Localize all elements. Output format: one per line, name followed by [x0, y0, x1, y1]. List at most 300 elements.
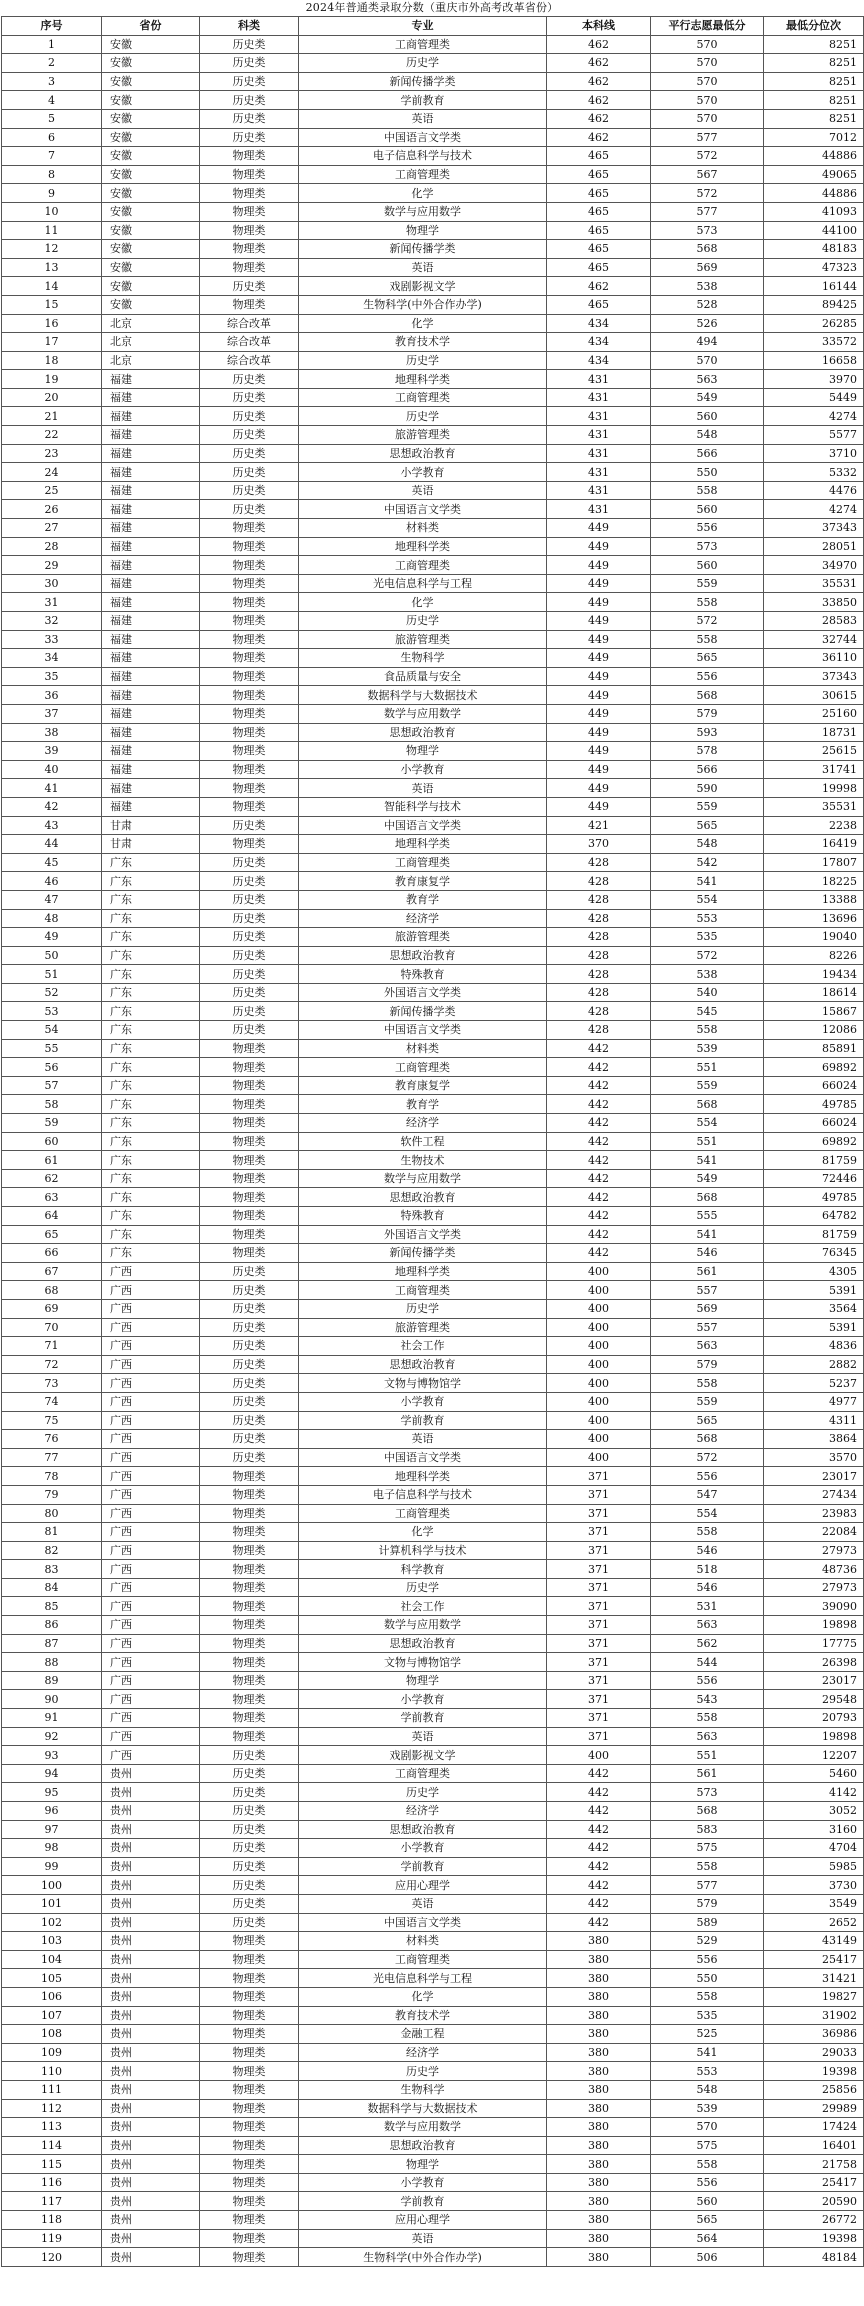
- cell-min-rank: 4274: [764, 500, 864, 519]
- cell-min-rank: 47323: [764, 258, 864, 277]
- table-row: [2, 128, 864, 147]
- cell-index: 3: [2, 72, 102, 91]
- cell-min-score: 558: [651, 2155, 764, 2174]
- cell-min-score: 543: [651, 1690, 764, 1709]
- cell-undergrad-line: 462: [547, 72, 651, 91]
- cell-min-rank: 27434: [764, 1485, 864, 1504]
- table-row: [2, 1225, 864, 1244]
- cell-min-score: 526: [651, 314, 764, 333]
- cell-major: 历史学: [299, 1783, 547, 1802]
- cell-subject-type: 物理类: [200, 2248, 299, 2267]
- cell-min-rank: 16419: [764, 835, 864, 854]
- cell-min-rank: 15867: [764, 1002, 864, 1021]
- cell-undergrad-line: 449: [547, 686, 651, 705]
- table-row: [2, 1616, 864, 1635]
- header-index: 序号: [2, 17, 102, 36]
- cell-index: 93: [2, 1746, 102, 1765]
- cell-province: 贵州: [102, 1820, 200, 1839]
- cell-min-rank: 25417: [764, 1950, 864, 1969]
- cell-major: 历史学: [299, 54, 547, 73]
- table-row: [2, 537, 864, 556]
- cell-major: 地理科学类: [299, 370, 547, 389]
- cell-undergrad-line: 371: [547, 1634, 651, 1653]
- cell-undergrad-line: 431: [547, 407, 651, 426]
- cell-index: 1: [2, 35, 102, 54]
- cell-subject-type: 物理类: [200, 1616, 299, 1635]
- cell-undergrad-line: 380: [547, 1969, 651, 1988]
- cell-subject-type: 物理类: [200, 2043, 299, 2062]
- cell-undergrad-line: 371: [547, 1727, 651, 1746]
- cell-subject-type: 历史类: [200, 1318, 299, 1337]
- cell-province: 甘肃: [102, 816, 200, 835]
- cell-subject-type: 物理类: [200, 2155, 299, 2174]
- cell-major: 中国语言文学类: [299, 128, 547, 147]
- cell-major: 特殊教育: [299, 965, 547, 984]
- cell-major: 社会工作: [299, 1597, 547, 1616]
- cell-min-rank: 5577: [764, 426, 864, 445]
- cell-min-rank: 81759: [764, 1225, 864, 1244]
- cell-min-score: 559: [651, 1392, 764, 1411]
- cell-subject-type: 历史类: [200, 1857, 299, 1876]
- cell-min-rank: 28051: [764, 537, 864, 556]
- table-row: [2, 1281, 864, 1300]
- cell-undergrad-line: 449: [547, 519, 651, 538]
- cell-major: 历史学: [299, 2062, 547, 2081]
- cell-province: 广西: [102, 1485, 200, 1504]
- table-row: [2, 109, 864, 128]
- table-row: [2, 1337, 864, 1356]
- cell-major: 化学: [299, 184, 547, 203]
- cell-subject-type: 历史类: [200, 1411, 299, 1430]
- cell-min-score: 590: [651, 779, 764, 798]
- table-row: [2, 2136, 864, 2155]
- cell-min-score: 560: [651, 2192, 764, 2211]
- cell-min-rank: 19398: [764, 2062, 864, 2081]
- cell-major: 学前教育: [299, 91, 547, 110]
- cell-min-score: 541: [651, 872, 764, 891]
- cell-major: 教育技术学: [299, 2006, 547, 2025]
- cell-major: 应用心理学: [299, 2211, 547, 2230]
- cell-subject-type: 历史类: [200, 91, 299, 110]
- cell-min-rank: 2882: [764, 1355, 864, 1374]
- cell-undergrad-line: 442: [547, 1114, 651, 1133]
- cell-min-score: 558: [651, 1857, 764, 1876]
- cell-major: 数学与应用数学: [299, 202, 547, 221]
- table-row: [2, 1597, 864, 1616]
- cell-province: 广西: [102, 1448, 200, 1467]
- cell-min-score: 563: [651, 370, 764, 389]
- table-row: [2, 686, 864, 705]
- cell-province: 福建: [102, 574, 200, 593]
- cell-major: 戏剧影视文学: [299, 277, 547, 296]
- cell-min-score: 531: [651, 1597, 764, 1616]
- cell-province: 贵州: [102, 2006, 200, 2025]
- cell-undergrad-line: 465: [547, 165, 651, 184]
- cell-undergrad-line: 442: [547, 1095, 651, 1114]
- cell-province: 广东: [102, 1225, 200, 1244]
- cell-subject-type: 物理类: [200, 1095, 299, 1114]
- cell-subject-type: 历史类: [200, 1802, 299, 1821]
- cell-min-score: 544: [651, 1653, 764, 1672]
- cell-index: 7: [2, 147, 102, 166]
- cell-subject-type: 物理类: [200, 1597, 299, 1616]
- cell-province: 贵州: [102, 2136, 200, 2155]
- cell-min-score: 573: [651, 537, 764, 556]
- cell-undergrad-line: 400: [547, 1337, 651, 1356]
- cell-undergrad-line: 465: [547, 221, 651, 240]
- table-row: [2, 742, 864, 761]
- cell-undergrad-line: 431: [547, 444, 651, 463]
- cell-major: 英语: [299, 109, 547, 128]
- table-row: [2, 816, 864, 835]
- table-row: [2, 1727, 864, 1746]
- cell-index: 84: [2, 1578, 102, 1597]
- cell-major: 文物与博物馆学: [299, 1653, 547, 1672]
- cell-index: 46: [2, 872, 102, 891]
- cell-min-rank: 48183: [764, 240, 864, 259]
- cell-undergrad-line: 380: [547, 1950, 651, 1969]
- cell-subject-type: 物理类: [200, 2211, 299, 2230]
- cell-major: 社会工作: [299, 1337, 547, 1356]
- table-row: [2, 1114, 864, 1133]
- cell-index: 78: [2, 1467, 102, 1486]
- cell-min-rank: 37343: [764, 519, 864, 538]
- cell-undergrad-line: 442: [547, 1839, 651, 1858]
- cell-major: 旅游管理类: [299, 928, 547, 947]
- cell-min-score: 565: [651, 816, 764, 835]
- table-title: 2024年普通类录取分数（重庆市外高考改革省份）: [305, 1, 559, 14]
- cell-index: 32: [2, 612, 102, 631]
- cell-min-score: 565: [651, 1411, 764, 1430]
- cell-major: 工商管理类: [299, 1281, 547, 1300]
- cell-undergrad-line: 442: [547, 1132, 651, 1151]
- cell-index: 62: [2, 1169, 102, 1188]
- cell-undergrad-line: 442: [547, 1244, 651, 1263]
- cell-undergrad-line: 380: [547, 2099, 651, 2118]
- cell-min-score: 551: [651, 1058, 764, 1077]
- table-row: [2, 1262, 864, 1281]
- cell-min-score: 567: [651, 165, 764, 184]
- cell-subject-type: 物理类: [200, 574, 299, 593]
- cell-min-score: 572: [651, 1448, 764, 1467]
- cell-index: 47: [2, 890, 102, 909]
- cell-undergrad-line: 421: [547, 816, 651, 835]
- cell-min-score: 549: [651, 388, 764, 407]
- cell-province: 广东: [102, 1207, 200, 1226]
- cell-min-score: 559: [651, 797, 764, 816]
- cell-major: 新闻传播学类: [299, 1244, 547, 1263]
- cell-min-rank: 3549: [764, 1894, 864, 1913]
- cell-province: 广西: [102, 1560, 200, 1579]
- cell-min-rank: 27973: [764, 1578, 864, 1597]
- table-row: [2, 333, 864, 352]
- cell-min-rank: 19898: [764, 1616, 864, 1635]
- cell-province: 安徽: [102, 54, 200, 73]
- cell-subject-type: 历史类: [200, 1876, 299, 1895]
- cell-undergrad-line: 462: [547, 91, 651, 110]
- table-row: [2, 760, 864, 779]
- cell-subject-type: 物理类: [200, 147, 299, 166]
- cell-subject-type: 物理类: [200, 2192, 299, 2211]
- cell-province: 贵州: [102, 2099, 200, 2118]
- cell-province: 贵州: [102, 2248, 200, 2267]
- cell-min-rank: 3570: [764, 1448, 864, 1467]
- cell-index: 99: [2, 1857, 102, 1876]
- cell-min-score: 558: [651, 1523, 764, 1542]
- cell-min-score: 570: [651, 91, 764, 110]
- table-row: [2, 240, 864, 259]
- cell-province: 安徽: [102, 184, 200, 203]
- cell-province: 贵州: [102, 1950, 200, 1969]
- cell-province: 福建: [102, 742, 200, 761]
- cell-undergrad-line: 449: [547, 593, 651, 612]
- cell-subject-type: 物理类: [200, 1634, 299, 1653]
- cell-major: 地理科学类: [299, 1262, 547, 1281]
- cell-undergrad-line: 434: [547, 314, 651, 333]
- cell-subject-type: 物理类: [200, 835, 299, 854]
- cell-subject-type: 历史类: [200, 1337, 299, 1356]
- cell-subject-type: 物理类: [200, 686, 299, 705]
- table-row: [2, 1448, 864, 1467]
- cell-min-rank: 5237: [764, 1374, 864, 1393]
- cell-province: 广西: [102, 1392, 200, 1411]
- cell-major: 工商管理类: [299, 1504, 547, 1523]
- cell-index: 88: [2, 1653, 102, 1672]
- cell-min-score: 556: [651, 667, 764, 686]
- cell-province: 广东: [102, 853, 200, 872]
- cell-subject-type: 历史类: [200, 872, 299, 891]
- cell-index: 89: [2, 1671, 102, 1690]
- cell-min-score: 577: [651, 128, 764, 147]
- cell-undergrad-line: 371: [547, 1541, 651, 1560]
- cell-province: 北京: [102, 333, 200, 352]
- cell-min-rank: 44886: [764, 147, 864, 166]
- cell-subject-type: 物理类: [200, 1653, 299, 1672]
- cell-undergrad-line: 380: [547, 2006, 651, 2025]
- cell-index: 39: [2, 742, 102, 761]
- cell-index: 63: [2, 1188, 102, 1207]
- cell-min-score: 563: [651, 1337, 764, 1356]
- cell-min-score: 538: [651, 965, 764, 984]
- cell-subject-type: 物理类: [200, 593, 299, 612]
- cell-subject-type: 物理类: [200, 240, 299, 259]
- cell-major: 学前教育: [299, 1411, 547, 1430]
- cell-undergrad-line: 442: [547, 1225, 651, 1244]
- table-row: [2, 1987, 864, 2006]
- cell-min-score: 578: [651, 742, 764, 761]
- cell-major: 化学: [299, 1523, 547, 1542]
- cell-major: 物理学: [299, 221, 547, 240]
- cell-subject-type: 历史类: [200, 109, 299, 128]
- cell-province: 贵州: [102, 1876, 200, 1895]
- table-body: [2, 35, 864, 2266]
- header-row: [2, 17, 864, 36]
- cell-min-score: 535: [651, 928, 764, 947]
- cell-province: 广东: [102, 1188, 200, 1207]
- cell-min-score: 577: [651, 202, 764, 221]
- cell-min-rank: 21758: [764, 2155, 864, 2174]
- cell-min-rank: 4977: [764, 1392, 864, 1411]
- cell-index: 64: [2, 1207, 102, 1226]
- cell-province: 福建: [102, 556, 200, 575]
- cell-min-rank: 29989: [764, 2099, 864, 2118]
- cell-subject-type: 历史类: [200, 965, 299, 984]
- cell-min-score: 550: [651, 463, 764, 482]
- cell-index: 24: [2, 463, 102, 482]
- cell-undergrad-line: 371: [547, 1578, 651, 1597]
- cell-index: 20: [2, 388, 102, 407]
- cell-undergrad-line: 442: [547, 1783, 651, 1802]
- cell-min-rank: 18614: [764, 983, 864, 1002]
- cell-subject-type: 物理类: [200, 2062, 299, 2081]
- table-row: [2, 2043, 864, 2062]
- cell-index: 86: [2, 1616, 102, 1635]
- cell-min-rank: 30615: [764, 686, 864, 705]
- cell-major: 计算机科学与技术: [299, 1541, 547, 1560]
- cell-undergrad-line: 442: [547, 1058, 651, 1077]
- cell-subject-type: 物理类: [200, 1225, 299, 1244]
- cell-province: 贵州: [102, 2155, 200, 2174]
- cell-min-rank: 23983: [764, 1504, 864, 1523]
- cell-undergrad-line: 449: [547, 630, 651, 649]
- cell-index: 107: [2, 2006, 102, 2025]
- cell-min-rank: 18225: [764, 872, 864, 891]
- cell-undergrad-line: 442: [547, 1802, 651, 1821]
- cell-min-score: 556: [651, 2173, 764, 2192]
- table-row: [2, 2229, 864, 2248]
- cell-min-score: 560: [651, 407, 764, 426]
- cell-subject-type: 历史类: [200, 1783, 299, 1802]
- cell-min-rank: 33572: [764, 333, 864, 352]
- cell-min-score: 572: [651, 147, 764, 166]
- cell-min-score: 572: [651, 184, 764, 203]
- cell-subject-type: 物理类: [200, 202, 299, 221]
- cell-undergrad-line: 442: [547, 1039, 651, 1058]
- cell-undergrad-line: 462: [547, 35, 651, 54]
- cell-index: 90: [2, 1690, 102, 1709]
- cell-subject-type: 物理类: [200, 649, 299, 668]
- cell-major: 小学教育: [299, 1839, 547, 1858]
- cell-major: 数据科学与大数据技术: [299, 2099, 547, 2118]
- cell-subject-type: 历史类: [200, 1746, 299, 1765]
- cell-index: 101: [2, 1894, 102, 1913]
- cell-major: 学前教育: [299, 1709, 547, 1728]
- table-row: [2, 1746, 864, 1765]
- cell-subject-type: 历史类: [200, 500, 299, 519]
- table-row: [2, 221, 864, 240]
- table-row: [2, 1857, 864, 1876]
- cell-min-rank: 29033: [764, 2043, 864, 2062]
- table-row: [2, 835, 864, 854]
- cell-subject-type: 物理类: [200, 1932, 299, 1951]
- cell-min-rank: 32744: [764, 630, 864, 649]
- cell-province: 广西: [102, 1281, 200, 1300]
- cell-min-rank: 8251: [764, 35, 864, 54]
- cell-major: 材料类: [299, 1932, 547, 1951]
- cell-subject-type: 物理类: [200, 667, 299, 686]
- table-row: [2, 1932, 864, 1951]
- cell-province: 广东: [102, 1058, 200, 1077]
- cell-province: 安徽: [102, 165, 200, 184]
- cell-min-rank: 17424: [764, 2118, 864, 2137]
- cell-min-score: 562: [651, 1634, 764, 1653]
- cell-undergrad-line: 449: [547, 537, 651, 556]
- cell-index: 117: [2, 2192, 102, 2211]
- cell-subject-type: 物理类: [200, 612, 299, 631]
- cell-index: 106: [2, 1987, 102, 2006]
- cell-subject-type: 物理类: [200, 1727, 299, 1746]
- cell-undergrad-line: 442: [547, 1876, 651, 1895]
- cell-min-rank: 7012: [764, 128, 864, 147]
- cell-major: 思想政治教育: [299, 1188, 547, 1207]
- cell-min-rank: 8226: [764, 946, 864, 965]
- cell-min-score: 561: [651, 1262, 764, 1281]
- cell-major: 思想政治教育: [299, 723, 547, 742]
- cell-min-rank: 3052: [764, 1802, 864, 1821]
- cell-undergrad-line: 442: [547, 1913, 651, 1932]
- cell-major: 特殊教育: [299, 1207, 547, 1226]
- table-row: [2, 704, 864, 723]
- cell-major: 生物科学: [299, 649, 547, 668]
- cell-index: 76: [2, 1430, 102, 1449]
- cell-index: 72: [2, 1355, 102, 1374]
- table-row: [2, 1820, 864, 1839]
- cell-subject-type: 物理类: [200, 1114, 299, 1133]
- cell-province: 广东: [102, 928, 200, 947]
- cell-min-rank: 20590: [764, 2192, 864, 2211]
- cell-subject-type: 物理类: [200, 1950, 299, 1969]
- cell-min-rank: 16401: [764, 2136, 864, 2155]
- cell-min-score: 554: [651, 1114, 764, 1133]
- cell-min-score: 551: [651, 1132, 764, 1151]
- cell-subject-type: 物理类: [200, 1504, 299, 1523]
- cell-subject-type: 历史类: [200, 1764, 299, 1783]
- cell-major: 经济学: [299, 909, 547, 928]
- cell-undergrad-line: 462: [547, 109, 651, 128]
- cell-undergrad-line: 400: [547, 1448, 651, 1467]
- cell-major: 应用心理学: [299, 1876, 547, 1895]
- cell-province: 福建: [102, 426, 200, 445]
- cell-major: 数学与应用数学: [299, 2118, 547, 2137]
- cell-min-rank: 4274: [764, 407, 864, 426]
- cell-subject-type: 历史类: [200, 1021, 299, 1040]
- cell-index: 55: [2, 1039, 102, 1058]
- cell-undergrad-line: 449: [547, 556, 651, 575]
- cell-undergrad-line: 449: [547, 574, 651, 593]
- cell-min-rank: 13388: [764, 890, 864, 909]
- cell-min-score: 570: [651, 35, 764, 54]
- cell-min-rank: 33850: [764, 593, 864, 612]
- cell-min-rank: 35531: [764, 797, 864, 816]
- cell-index: 92: [2, 1727, 102, 1746]
- table-row: [2, 928, 864, 947]
- table-row: [2, 909, 864, 928]
- cell-min-score: 556: [651, 1950, 764, 1969]
- cell-index: 33: [2, 630, 102, 649]
- cell-min-score: 573: [651, 1783, 764, 1802]
- cell-index: 79: [2, 1485, 102, 1504]
- cell-index: 73: [2, 1374, 102, 1393]
- cell-index: 25: [2, 481, 102, 500]
- cell-major: 外国语言文学类: [299, 1225, 547, 1244]
- table-row: [2, 258, 864, 277]
- cell-major: 小学教育: [299, 1392, 547, 1411]
- cell-min-rank: 34970: [764, 556, 864, 575]
- cell-major: 光电信息科学与工程: [299, 1969, 547, 1988]
- cell-min-rank: 12207: [764, 1746, 864, 1765]
- cell-min-rank: 25856: [764, 2080, 864, 2099]
- cell-index: 11: [2, 221, 102, 240]
